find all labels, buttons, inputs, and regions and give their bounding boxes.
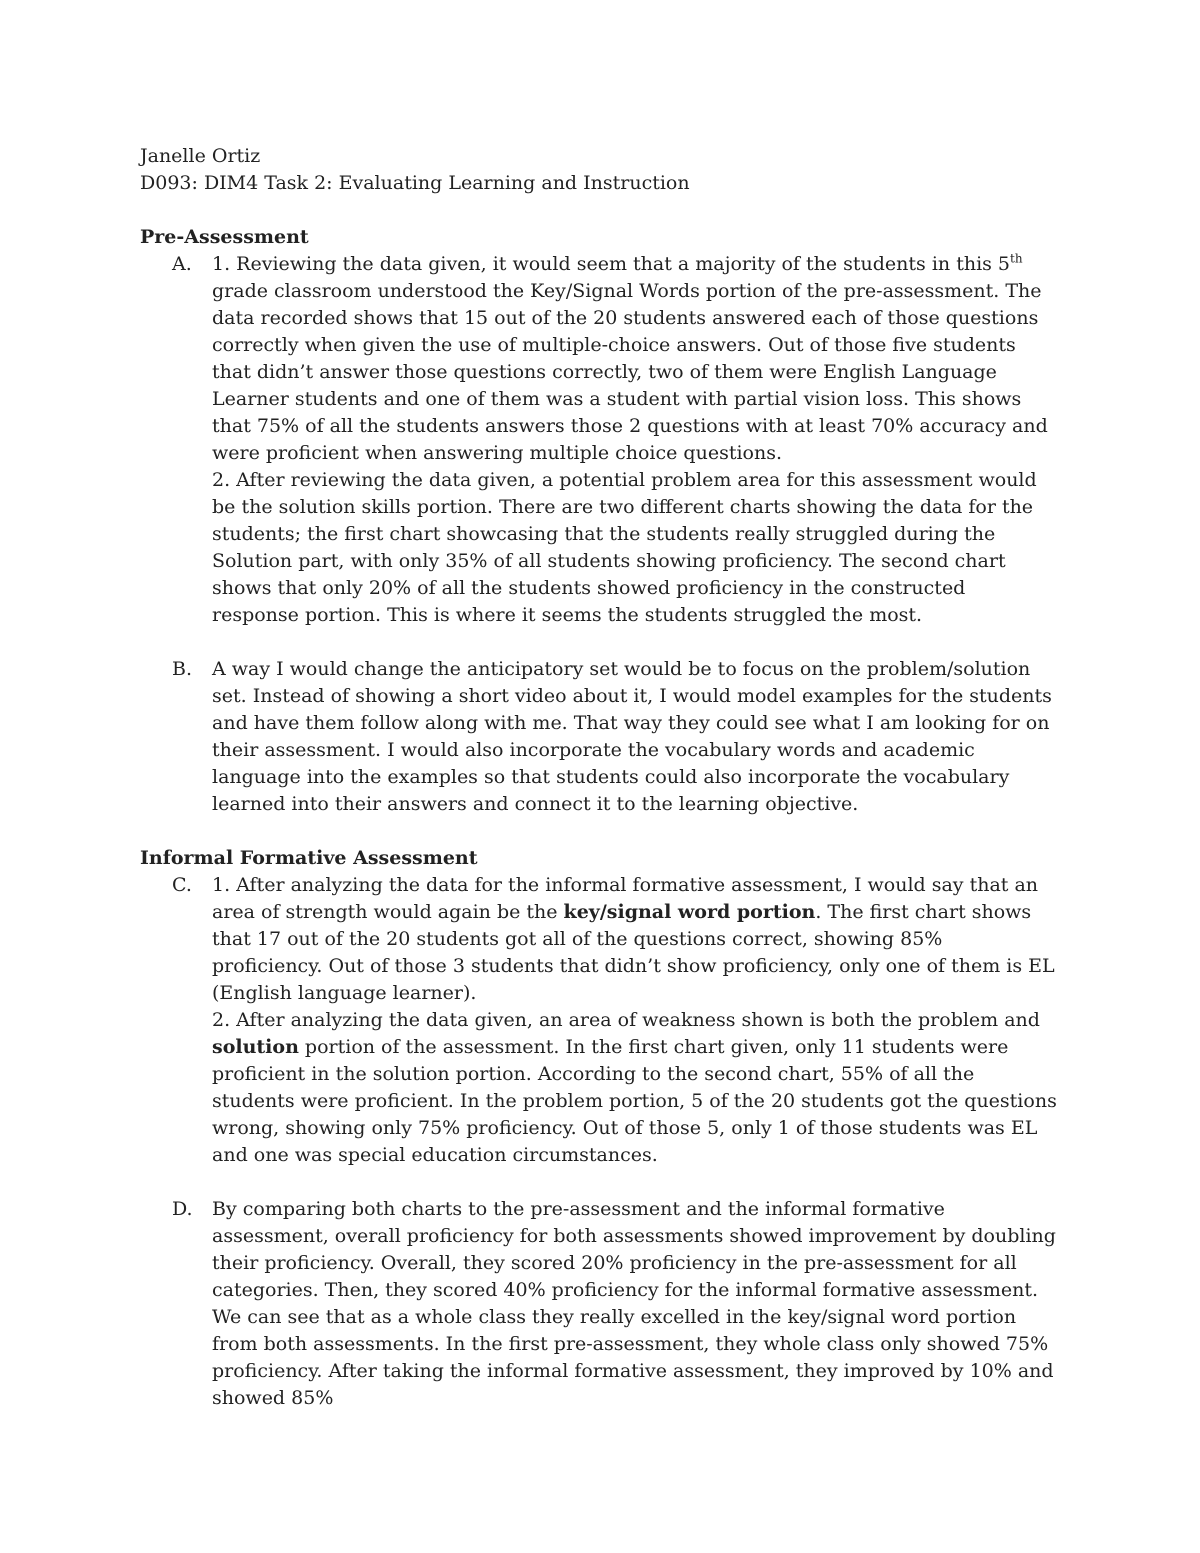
list-item-d — [140, 1196, 1070, 1412]
list-letter-b: B. — [172, 658, 193, 680]
paragraph-b-1: A way I would change the anticipatory set would be to focus on the problem/solution set. Instead of showing a short video about it, I would model examples for the students and have them follow along with me. That way they could see what I am looking for on their assessment. I would also incorporate the vocabulary words and academic language into the examples so that students could also incorporate the vocabulary learned into their answers and connect it to the learning objective. — [212, 658, 1052, 815]
paragraph-c-2: 2. After analyzing the data given, an area of weakness shown is both the problem and solution portion of the assessment. In the first chart given, only 11 students were proficient in the solution portion. According to the second chart, 55% of all the students were proficient. In the problem portion, 5 of the 20 students got the questions wrong, showing only 75% proficiency. Out of those 5, only 1 of those students was EL and one was special education circumstances. — [212, 1009, 1057, 1166]
document-content — [140, 143, 1070, 1412]
paragraph-c-1: 1. After analyzing the data for the informal formative assessment, I would say that an area of strength would again be the key/signal word portion. The first chart shows that 17 out of the 20 students got all of the questions correct, showing 85% proficiency. Out of those 3 students that didn’t show proficiency, only one of them is EL (English language learner). — [212, 874, 1055, 1004]
section-title-pre-assessment: Pre-Assessment — [140, 226, 309, 248]
bold-solution: solution — [212, 1036, 299, 1058]
list-letter-d: D. — [172, 1198, 193, 1220]
list-item-b — [140, 656, 1070, 818]
list-item-c — [140, 872, 1070, 1169]
list-item-a — [140, 251, 1070, 629]
list-letter-a: A. — [172, 253, 192, 275]
bold-key-signal-word: key/signal word portion — [563, 901, 816, 923]
superscript-th: th — [1010, 251, 1023, 266]
paragraph-d-1: By comparing both charts to the pre-assessment and the informal formative assessment, overall proficiency for both assessments showed improvement by doubling their proficiency. Overall, they scored 20% proficiency in the pre-assessment for all categories. Then, they scored 40% proficiency for the informal formative assessment. We can see that as a whole class they really excelled in the key/signal word portion from both assessments. In the first pre-assessment, they whole class only showed 75% proficiency. After taking the informal formative assessment, they improved by 10% and showed 85% — [212, 1198, 1056, 1409]
section-title-informal-formative: Informal Formative Assessment — [140, 847, 478, 869]
author-name: Janelle Ortiz — [140, 145, 261, 167]
course-title: D093: DIM4 Task 2: Evaluating Learning and Instruction — [140, 172, 690, 194]
paragraph-a-2: 2. After reviewing the data given, a potential problem area for this assessment would be the solution skills portion. There are two different charts showing the data for the students; the first chart showcasing that the students really struggled during the Solution part, with only 35% of all students showing proficiency. The second chart shows that only 20% of all the students showed proficiency in the constructed response portion. This is where it seems the students struggled the most. — [212, 469, 1037, 626]
list-letter-c: C. — [172, 874, 192, 896]
paragraph-a-1: 1. Reviewing the data given, it would seem that a majority of the students in this 5th grade classroom understood the Key/Signal Words portion of the pre-assessment. The data recorded shows that 15 out of the 20 students answered each of those questions correctly when given the use of multiple-choice answers. Out of those five students that didn’t answer those questions correctly, two of them were English Language Learner students and one of them was a student with partial vision loss. This shows that 75% of all the students answers those 2 questions with at least 70% accuracy and were proficient when answering multiple choice questions. — [212, 251, 1048, 464]
